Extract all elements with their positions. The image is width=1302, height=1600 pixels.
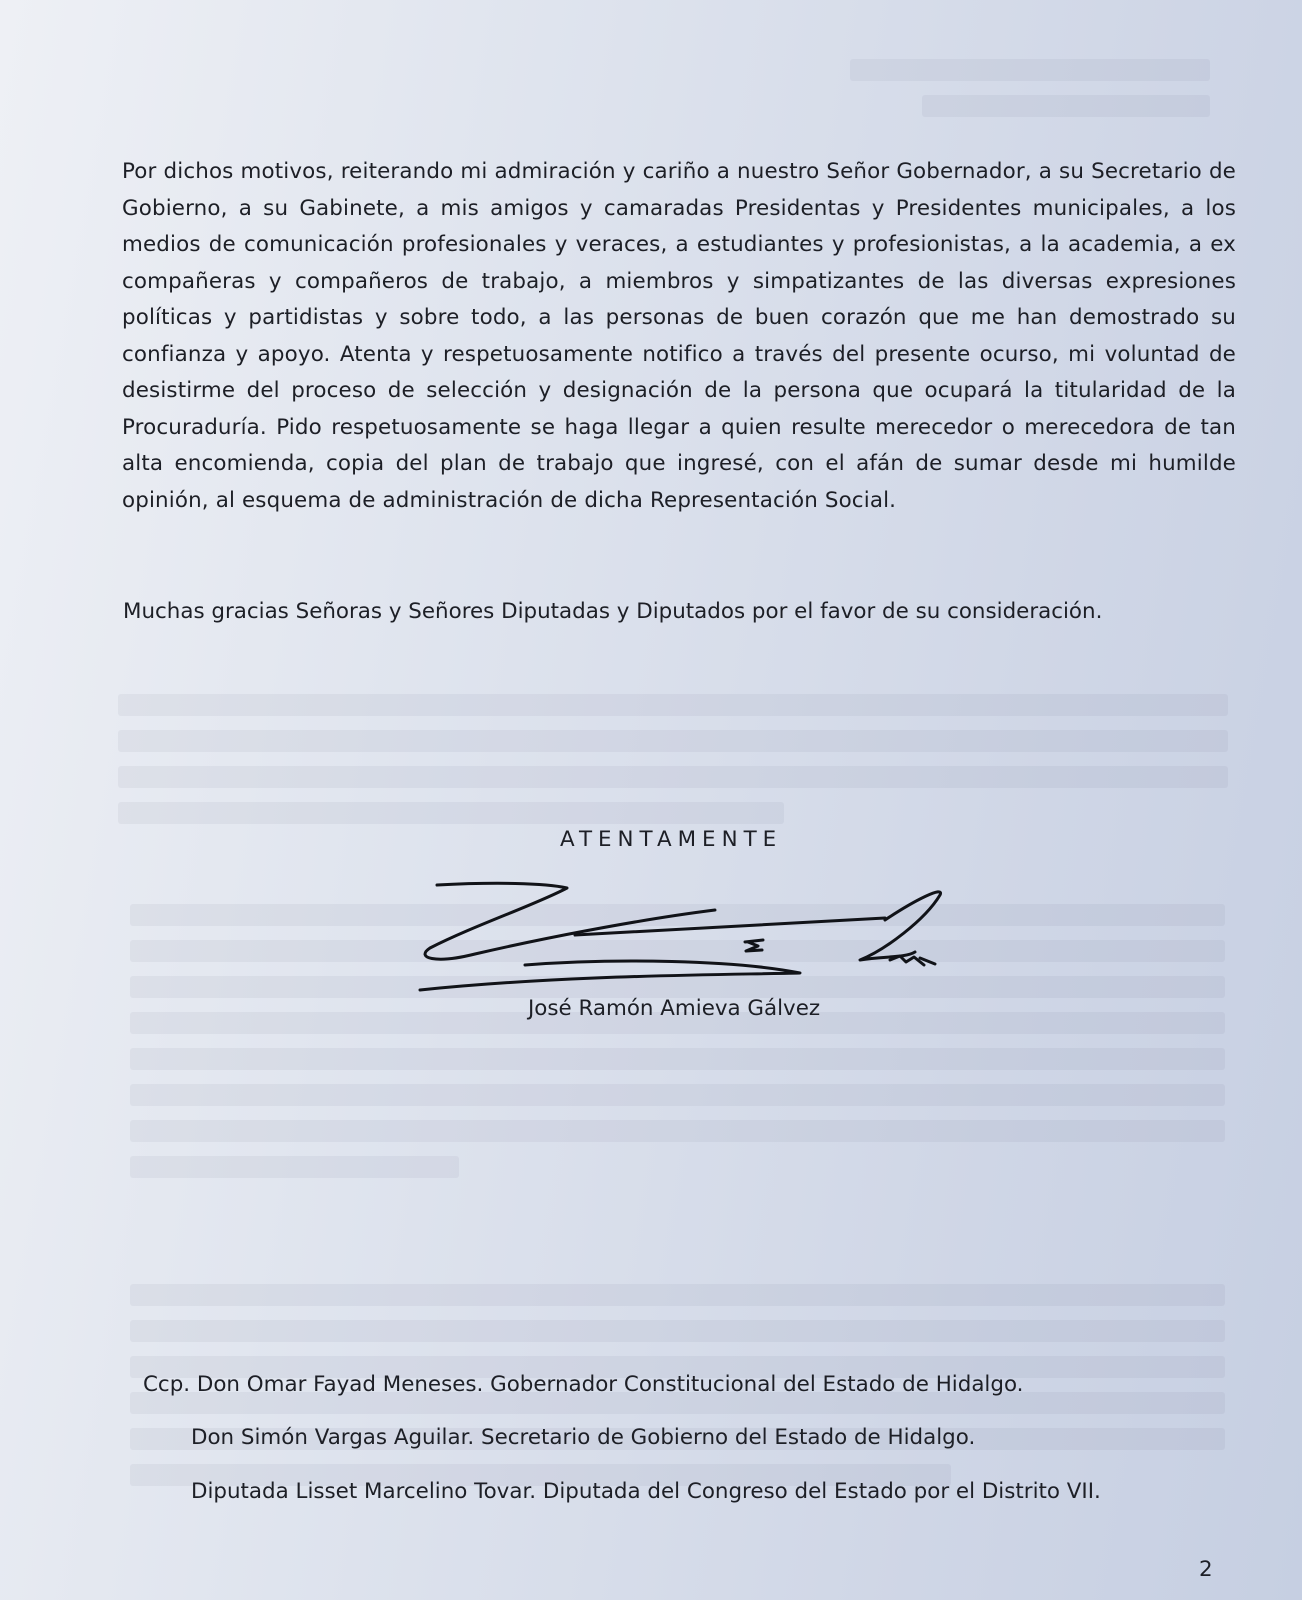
cc-item-secretary: Don Simón Vargas Aguilar. Secretario de Gobierno del Estado de Hidalgo. — [191, 1425, 976, 1450]
page-number: 2 — [1199, 1557, 1213, 1582]
cc-item-deputy: Diputada Lisset Marcelino Tovar. Diputada del Congreso del Estado por el Distrito VII. — [191, 1479, 1101, 1504]
signer-name: José Ramón Amieva Gálvez — [528, 996, 821, 1021]
body-paragraph: Por dichos motivos, reiterando mi admiración y cariño a nuestro Señor Gobernador, a su Secretario de Gobierno, a su Gabinete, a mis amigos y camaradas Presidentas y Presidentes municipales, a los medios de comunicación profesionales y veraces, a estudiantes y profesionistas, a la academia, a ex compañeras y compañeros de trabajo, a miembros y simpatizantes de las diversas expresiones políticas y partidistas y sobre todo, a las personas de buen corazón que me han demostrado su confianza y apoyo. Atenta y respetuosamente notifico a través del presente ocurso, mi voluntad de desistirme del proceso de selección y designación de la persona que ocupará la titularidad de la Procuraduría. Pido respetuosamente se haga llegar a quien resulte merecedor o merecedora de tan alta encomienda, copia del plan de trabajo que ingresé, con el afán de sumar desde mi humilde opinión, al esquema de administración de dicha Representación Social. — [122, 159, 1236, 513]
thanks-line: Muchas gracias Señoras y Señores Diputadas y Diputados por el favor de su consideración. — [123, 599, 1103, 624]
cc-item-governor: Ccp. Don Omar Fayad Meneses. Gobernador Constitucional del Estado de Hidalgo. — [143, 1372, 1024, 1397]
bleed-through-header — [850, 45, 1210, 135]
bleed-through-block — [118, 680, 1228, 830]
closing-atentamente: ATENTAMENTE — [560, 827, 783, 852]
